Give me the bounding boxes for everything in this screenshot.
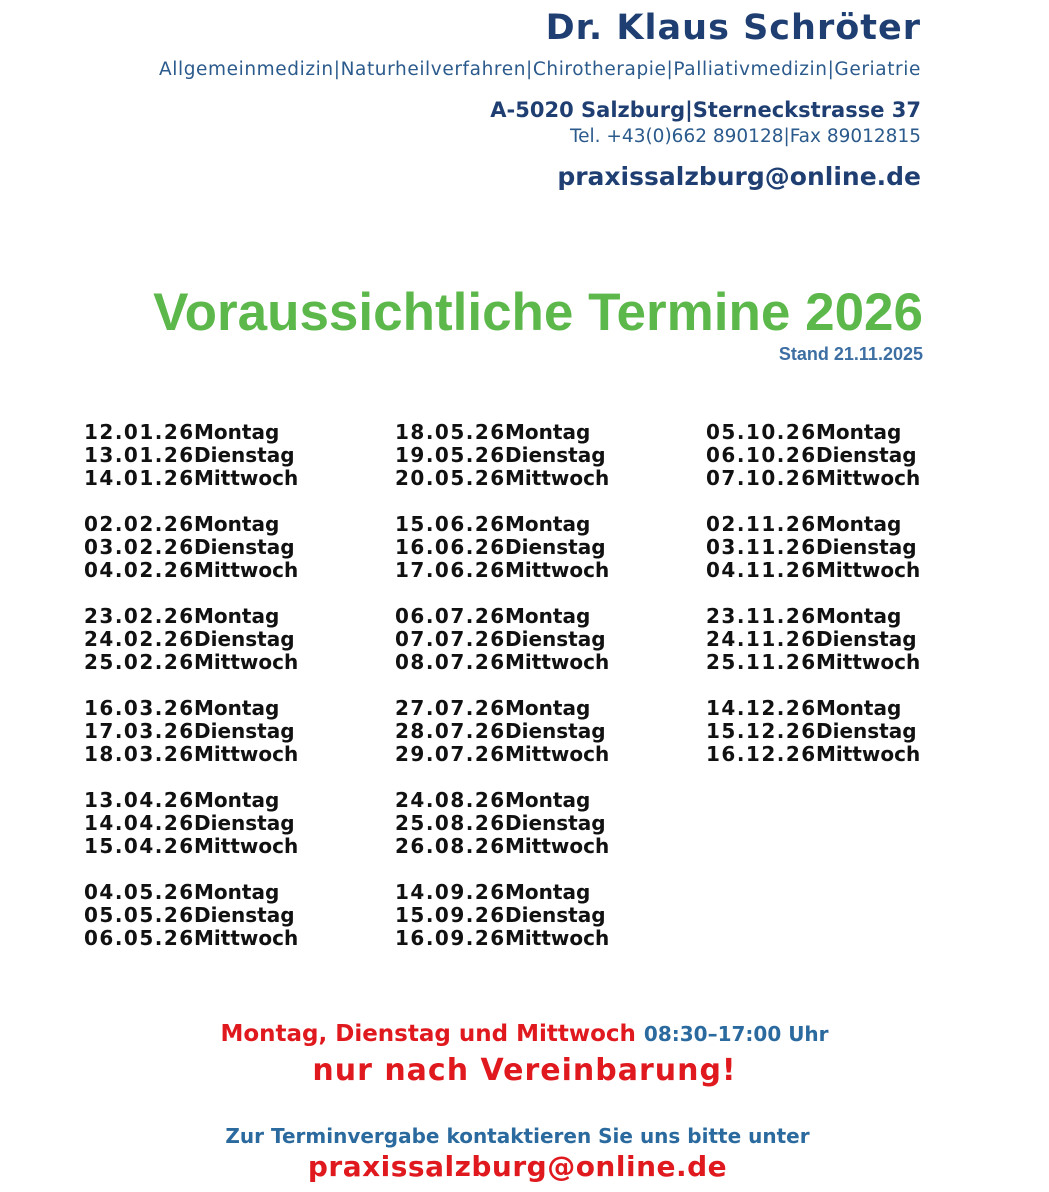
appointment-weekday: Dienstag [816,627,917,651]
appointment-row [395,881,609,904]
date-group [395,881,609,950]
appointment-date: 15.06.26 [395,512,506,536]
appointment-weekday: Mittwoch [505,834,610,858]
appointment-date: 25.11.26 [706,650,817,674]
appointment-date: 13.01.26 [84,443,195,467]
appointment-weekday: Mittwoch [194,742,299,766]
appointment-row [706,720,920,743]
stand-date: Stand 21.11.2025 [778,344,923,364]
appointment-date: 06.10.26 [706,443,817,467]
appointment-row [706,651,920,674]
appointment-weekday: Mittwoch [816,650,921,674]
appointment-row [706,444,920,467]
appointment-date: 06.05.26 [84,926,195,950]
appointment-row [84,812,298,835]
date-group [706,513,920,582]
appointment-row [395,513,609,536]
appointment-row [84,444,298,467]
appointment-row [84,628,298,651]
date-group [395,697,609,766]
appointment-row [84,720,298,743]
appointment-date: 02.11.26 [706,512,817,536]
appointment-row [84,467,298,490]
date-group [84,421,298,490]
appointment-date: 14.12.26 [706,696,817,720]
appointment-date: 05.10.26 [706,420,817,444]
appointment-row [395,536,609,559]
appointment-row [84,605,298,628]
appointment-weekday: Dienstag [505,535,606,559]
appointment-row [84,421,298,444]
appointment-row [706,559,920,582]
appointment-weekday: Montag [505,604,591,628]
appointment-date: 19.05.26 [395,443,506,467]
appointment-weekday: Dienstag [194,811,295,835]
appointment-date: 16.12.26 [706,742,817,766]
appointment-row [706,467,920,490]
specialties: Allgemeinmedizin|Naturheilverfahren|Chirotherapie|Palliativmedizin|Geriatrie [158,59,921,80]
appointment-weekday: Montag [816,604,902,628]
appointment-weekday: Mittwoch [505,558,610,582]
appointment-weekday: Dienstag [194,627,295,651]
appointment-row [395,743,609,766]
appointment-row [395,927,609,950]
appointment-date: 14.01.26 [84,466,195,490]
appointment-row [395,812,609,835]
date-group [395,789,609,858]
appointment-weekday: Dienstag [194,535,295,559]
schedule-column-3 [706,421,920,789]
schedule-column-2 [395,421,609,973]
appointment-date: 07.10.26 [706,466,817,490]
schedule-column-1 [84,421,298,973]
appointment-weekday: Montag [816,420,902,444]
appointment-weekday: Montag [816,696,902,720]
date-group [84,697,298,766]
appointment-date: 15.12.26 [706,719,817,743]
appointment-date: 18.03.26 [84,742,195,766]
appointment-weekday: Montag [194,880,280,904]
appointment-weekday: Montag [194,696,280,720]
appointment-weekday: Mittwoch [816,742,921,766]
appointment-row [395,789,609,812]
appointment-date: 18.05.26 [395,420,506,444]
appointment-weekday: Dienstag [505,443,606,467]
appointment-weekday: Mittwoch [194,650,299,674]
date-group [84,881,298,950]
appointment-date: 23.11.26 [706,604,817,628]
appointment-row [84,743,298,766]
appointment-weekday: Mittwoch [505,742,610,766]
appointment-date: 07.07.26 [395,627,506,651]
appointment-weekday: Mittwoch [816,466,921,490]
appointment-weekday: Montag [505,420,591,444]
appointment-date: 29.07.26 [395,742,506,766]
appointment-date: 04.02.26 [84,558,195,582]
appointment-date: 25.02.26 [84,650,195,674]
appointment-date: 06.07.26 [395,604,506,628]
appointment-date: 03.11.26 [706,535,817,559]
appointment-weekday: Montag [194,788,280,812]
appointment-row [84,881,298,904]
appointment-date: 24.08.26 [395,788,506,812]
page-title: Voraussichtliche Termine 2026 [153,283,923,342]
doctor-name: Dr. Klaus Schröter [545,8,921,48]
date-group [84,513,298,582]
appointment-row [84,513,298,536]
appointment-row [706,605,920,628]
appointment-weekday: Montag [505,880,591,904]
appointment-row [84,789,298,812]
appointment-weekday: Montag [194,420,280,444]
appointment-date: 15.09.26 [395,903,506,927]
appointment-row [84,697,298,720]
date-group [84,789,298,858]
appointment-weekday: Dienstag [816,719,917,743]
appointment-weekday: Dienstag [816,443,917,467]
appointment-weekday: Mittwoch [505,466,610,490]
appointment-date: 20.05.26 [395,466,506,490]
appointment-row [395,628,609,651]
appointment-row [706,743,920,766]
office-hours [0,1021,1049,1047]
appointment-row [395,697,609,720]
appointment-date: 16.03.26 [84,696,195,720]
appointment-date: 24.02.26 [84,627,195,651]
appointment-row [395,559,609,582]
appointment-date: 04.05.26 [84,880,195,904]
appointment-weekday: Dienstag [505,627,606,651]
appointment-date: 05.05.26 [84,903,195,927]
office-days: Montag, Dienstag und Mittwoch [220,1021,636,1047]
appointment-date: 12.01.26 [84,420,195,444]
appointment-date: 25.08.26 [395,811,506,835]
appointment-weekday: Mittwoch [194,834,299,858]
header-email-link[interactable]: praxissalzburg@online.de [557,162,921,191]
date-group [395,421,609,490]
appointment-weekday: Montag [505,512,591,536]
appointment-row [84,559,298,582]
appointment-row [706,513,920,536]
appointment-weekday: Dienstag [505,719,606,743]
appointment-date: 16.09.26 [395,926,506,950]
appointment-weekday: Dienstag [194,719,295,743]
date-group [395,605,609,674]
appointment-row [84,651,298,674]
appointment-weekday: Dienstag [816,535,917,559]
appointment-date: 13.04.26 [84,788,195,812]
date-group [395,513,609,582]
appointment-row [84,835,298,858]
appointment-row [395,605,609,628]
date-group [84,605,298,674]
appointment-row [395,467,609,490]
appointment-row [395,904,609,927]
appointment-weekday: Dienstag [505,903,606,927]
contact-text: Zur Terminvergabe kontaktieren Sie uns bitte unter [225,1124,810,1148]
phone-fax: Tel. +43(0)662 890128|Fax 89012815 [569,126,921,147]
appointment-date: 02.02.26 [84,512,195,536]
appointment-notice: nur nach Vereinbarung! [312,1053,737,1088]
appointment-date: 08.07.26 [395,650,506,674]
appointment-weekday: Dienstag [194,903,295,927]
appointment-row [706,536,920,559]
appointment-row [706,628,920,651]
appointment-date: 15.04.26 [84,834,195,858]
appointment-weekday: Montag [194,512,280,536]
appointment-date: 03.02.26 [84,535,195,559]
appointment-weekday: Montag [505,696,591,720]
appointment-row [84,904,298,927]
appointment-weekday: Mittwoch [194,466,299,490]
appointment-row [395,720,609,743]
appointment-date: 14.04.26 [84,811,195,835]
appointment-date: 24.11.26 [706,627,817,651]
appointment-weekday: Dienstag [194,443,295,467]
appointment-row [706,697,920,720]
appointment-row [84,927,298,950]
appointment-row [84,536,298,559]
footer-email-link[interactable]: praxissalzburg@online.de [307,1150,728,1183]
appointment-weekday: Dienstag [505,811,606,835]
appointment-date: 27.07.26 [395,696,506,720]
appointment-row [706,421,920,444]
appointment-weekday: Mittwoch [194,926,299,950]
appointment-row [395,421,609,444]
appointment-date: 14.09.26 [395,880,506,904]
appointment-date: 26.08.26 [395,834,506,858]
office-time: 08:30–17:00 Uhr [643,1022,829,1046]
appointment-weekday: Mittwoch [505,650,610,674]
appointment-date: 17.06.26 [395,558,506,582]
appointment-weekday: Montag [816,512,902,536]
date-group [706,421,920,490]
appointment-row [395,651,609,674]
date-group [706,697,920,766]
appointment-weekday: Mittwoch [505,926,610,950]
address: A-5020 Salzburg|Sterneckstrasse 37 [490,98,921,122]
appointment-weekday: Montag [194,604,280,628]
appointment-date: 28.07.26 [395,719,506,743]
appointment-row [395,444,609,467]
appointment-weekday: Montag [505,788,591,812]
appointment-row [395,835,609,858]
appointment-date: 23.02.26 [84,604,195,628]
appointment-weekday: Mittwoch [194,558,299,582]
appointment-date: 16.06.26 [395,535,506,559]
appointment-weekday: Mittwoch [816,558,921,582]
appointment-date: 04.11.26 [706,558,817,582]
date-group [706,605,920,674]
appointment-date: 17.03.26 [84,719,195,743]
